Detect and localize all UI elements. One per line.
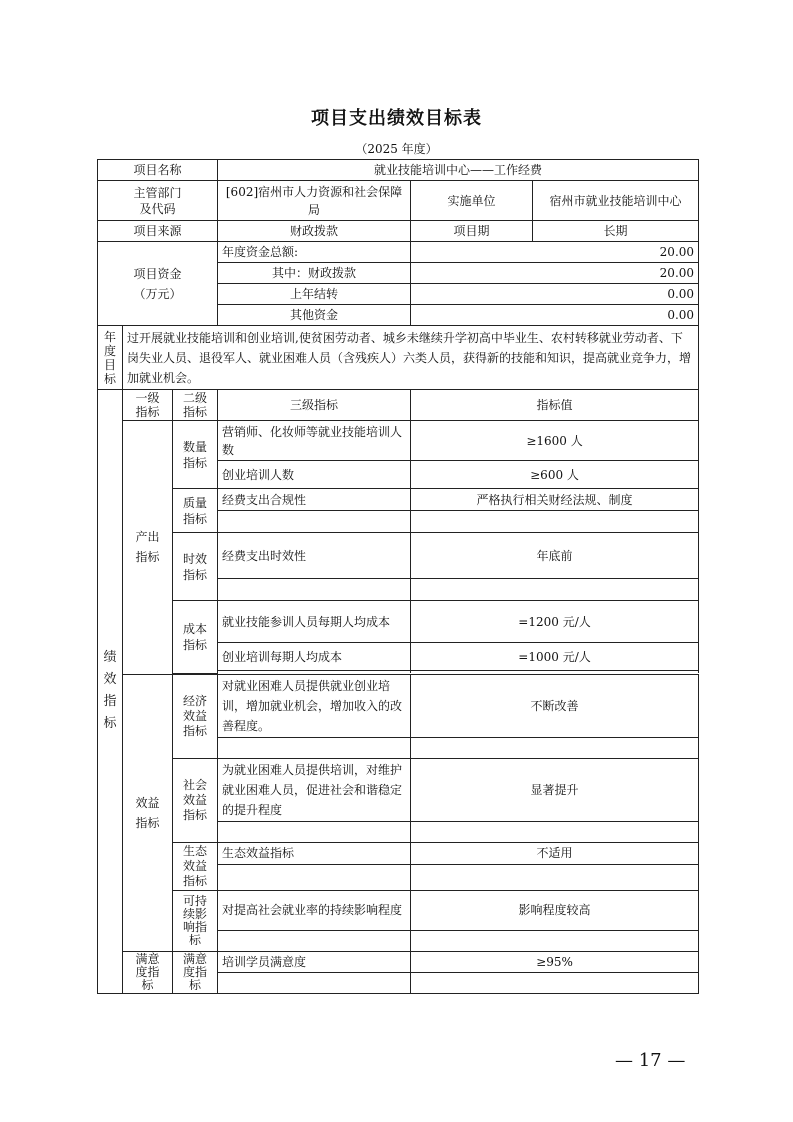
funds-row-value: 20.00 <box>411 242 699 263</box>
indicator-value: =1200 元/人 <box>411 601 699 643</box>
indicator-value: ≥95% <box>411 951 699 972</box>
indicator-name: 生态效益指标 <box>218 842 411 864</box>
indicator-name: 为就业困难人员提供培训，对维护就业困难人员，促进社会和谐稳定的提升程度 <box>218 758 411 821</box>
project-name-label: 项目名称 <box>98 160 218 181</box>
indicator-value: 年底前 <box>411 533 699 579</box>
annual-goal-label: 年度目标 <box>98 326 123 390</box>
social-indicators-label: 社会 效益 指标 <box>173 758 218 842</box>
indicator-value: ≥600 人 <box>411 461 699 489</box>
empty-cell <box>411 737 699 758</box>
empty-cell <box>218 972 411 993</box>
period-value: 长期 <box>533 221 699 242</box>
funds-row-label: 年度资金总额: <box>218 242 411 263</box>
timeliness-indicators-label: 时效 指标 <box>173 533 218 601</box>
indicator-value: 显著提升 <box>411 758 699 821</box>
source-label: 项目来源 <box>98 221 218 242</box>
level3-header: 三级指标 <box>218 390 411 421</box>
satisfaction-level2-label: 满意 度指 标 <box>173 951 218 993</box>
dept-value: [602]宿州市人力资源和社会保障局 <box>218 181 411 221</box>
indicator-name: 经费支出合规性 <box>218 489 411 511</box>
annual-goal-text: 过开展就业技能培训和创业培训,使贫困劳动者、城乡未继续升学初高中毕业生、农村转移就业劳动者、下岗失业人员、退役军人、就业困难人员（含残疾人）六类人员，获得新的技能和知识，提高就业竞争力，增加就业机会。 <box>123 326 699 390</box>
page-number: — 17 — <box>615 1050 686 1071</box>
cost-indicators-label: 成本 指标 <box>173 601 218 674</box>
quality-indicators-label: 质量 指标 <box>173 489 218 533</box>
source-value: 财政拨款 <box>218 221 411 242</box>
empty-cell <box>411 930 699 951</box>
dept-label: 主管部门 及代码 <box>98 181 218 221</box>
project-name-value: 就业技能培训中心——工作经费 <box>218 160 699 181</box>
funds-row-value: 0.00 <box>411 284 699 305</box>
satisfaction-level1-label: 满意 度指 标 <box>123 951 173 993</box>
empty-cell <box>218 864 411 890</box>
indicator-value: 不适用 <box>411 842 699 864</box>
funds-label: 项目资金 （万元） <box>98 242 218 326</box>
economic-indicators-label: 经济 效益 指标 <box>173 674 218 758</box>
indicator-value: 不断改善 <box>411 674 699 737</box>
indicator-value: 严格执行相关财经法规、制度 <box>411 489 699 511</box>
benefit-indicators-label: 效益 指标 <box>123 674 173 951</box>
funds-row-label: 其中：财政拨款 <box>218 263 411 284</box>
funds-row-label: 其他资金 <box>218 305 411 326</box>
indicator-name: 对就业困难人员提供就业创业培训，增加就业机会，增加收入的改善程度。 <box>218 674 411 737</box>
ecological-indicators-label: 生态 效益 指标 <box>173 842 218 890</box>
output-indicators-label: 产出 指标 <box>123 421 173 675</box>
quantity-indicators-label: 数量 指标 <box>173 421 218 489</box>
period-label: 项目期 <box>411 221 533 242</box>
empty-cell <box>218 930 411 951</box>
funds-row-label: 上年结转 <box>218 284 411 305</box>
level1-header: 一级 指标 <box>123 390 173 421</box>
empty-cell <box>411 864 699 890</box>
impl-unit-label: 实施单位 <box>411 181 533 221</box>
value-header: 指标值 <box>411 390 699 421</box>
empty-cell <box>218 737 411 758</box>
year-label: （2025 年度） <box>355 142 438 156</box>
performance-table <box>97 159 699 994</box>
empty-cell <box>411 821 699 842</box>
empty-cell <box>218 511 411 533</box>
indicator-name: 营销师、化妆师等就业技能培训人数 <box>218 421 411 461</box>
perf-indicators-label: 绩效指标 <box>98 390 123 994</box>
empty-cell <box>218 579 411 601</box>
indicator-value: ≥1600 人 <box>411 421 699 461</box>
funds-row-value: 20.00 <box>411 263 699 284</box>
funds-row-value: 0.00 <box>411 305 699 326</box>
empty-cell <box>411 579 699 601</box>
level2-header: 二级 指标 <box>173 390 218 421</box>
indicator-name: 就业技能参训人员每期人均成本 <box>218 601 411 643</box>
indicator-value: 影响程度较高 <box>411 890 699 930</box>
empty-cell <box>411 972 699 993</box>
empty-cell <box>218 821 411 842</box>
indicator-value: =1000 元/人 <box>411 643 699 671</box>
indicator-name: 经费支出时效性 <box>218 533 411 579</box>
sustainable-indicators-label: 可持 续影 响指 标 <box>173 890 218 951</box>
indicator-name: 创业培训人数 <box>218 461 411 489</box>
indicator-name: 创业培训每期人均成本 <box>218 643 411 671</box>
page-title: 项目支出绩效目标表 <box>311 108 482 129</box>
indicator-name: 对提高社会就业率的持续影响程度 <box>218 890 411 930</box>
empty-cell <box>411 511 699 533</box>
impl-unit-value: 宿州市就业技能培训中心 <box>533 181 699 221</box>
indicator-name: 培训学员满意度 <box>218 951 411 972</box>
